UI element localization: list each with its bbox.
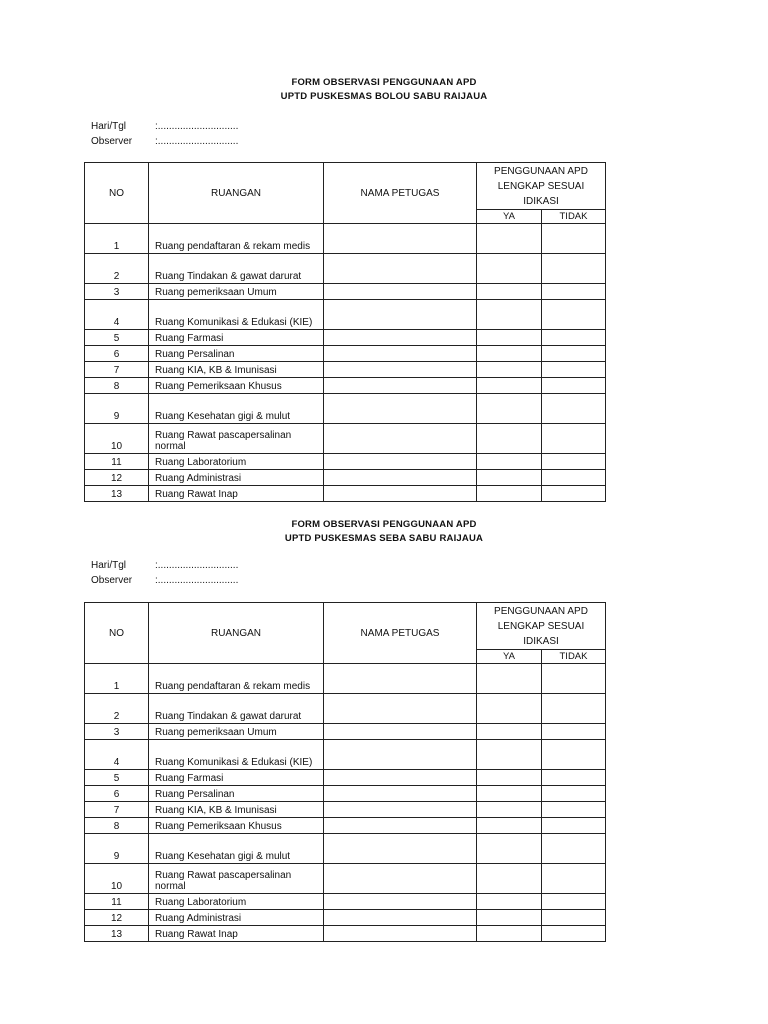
row-number: 13 [85,486,149,502]
room-name: Ruang Pemeriksaan Khusus [149,818,324,834]
observation-table [84,162,606,502]
observation-table-body [85,163,606,502]
nama-petugas-cell[interactable] [324,284,477,300]
tidak-cell[interactable] [542,834,606,864]
table-row [85,818,606,834]
nama-petugas-cell[interactable] [324,330,477,346]
form-meta [91,558,238,588]
table-row [85,346,606,362]
table-row [85,910,606,926]
tidak-cell[interactable] [542,864,606,894]
form-meta [91,119,238,149]
table-row [85,300,606,330]
tidak-cell[interactable] [542,284,606,300]
row-number: 6 [85,346,149,362]
table-row [85,470,606,486]
row-number: 9 [85,394,149,424]
row-number: 13 [85,926,149,942]
hari-tgl-label: Hari/Tgl [91,560,127,571]
room-name: Ruang Tindakan & gawat darurat [149,694,324,724]
ya-cell[interactable] [477,770,542,786]
table-row [85,786,606,802]
row-number: 8 [85,378,149,394]
col-header-nama-petugas: NAMA PETUGAS [324,603,477,664]
tidak-cell[interactable] [542,770,606,786]
nama-petugas-cell[interactable] [324,346,477,362]
hari-tgl-field[interactable]: :............................. [155,121,239,132]
nama-petugas-cell[interactable] [324,786,477,802]
room-name: Ruang Farmasi [149,330,324,346]
tidak-cell[interactable] [542,910,606,926]
table-row [85,254,606,284]
nama-petugas-cell[interactable] [324,254,477,284]
hari-tgl-row [91,558,238,573]
col-header-nama-petugas: NAMA PETUGAS [324,163,477,224]
room-name: Ruang KIA, KB & Imunisasi [149,802,324,818]
form-title-line2: UPTD PUSKESMAS BOLOU SABU RAIJAUA [280,91,488,102]
table-row [85,424,606,454]
tidak-cell[interactable] [542,378,606,394]
nama-petugas-cell[interactable] [324,770,477,786]
ya-cell[interactable] [477,786,542,802]
room-name: Ruang Farmasi [149,770,324,786]
nama-petugas-cell[interactable] [324,300,477,330]
ya-cell[interactable] [477,694,542,724]
nama-petugas-cell[interactable] [324,424,477,454]
col-header-ruangan: RUANGAN [149,163,324,224]
room-name: Ruang Kesehatan gigi & mulut [149,394,324,424]
tidak-cell[interactable] [542,740,606,770]
ya-cell[interactable] [477,378,542,394]
table-row [85,864,606,894]
room-name: Ruang Komunikasi & Edukasi (KIE) [149,740,324,770]
ya-cell[interactable] [477,254,542,284]
ya-cell[interactable] [477,454,542,470]
room-name: Ruang Rawat Inap [149,486,324,502]
tidak-cell[interactable] [542,724,606,740]
row-number: 1 [85,224,149,254]
row-number: 4 [85,740,149,770]
form-title [0,519,768,544]
ya-cell[interactable] [477,224,542,254]
nama-petugas-cell[interactable] [324,834,477,864]
row-number: 3 [85,724,149,740]
table-row [85,740,606,770]
table-row [85,378,606,394]
nama-petugas-cell[interactable] [324,926,477,942]
row-number: 12 [85,470,149,486]
observation-table-body [85,603,606,942]
nama-petugas-cell[interactable] [324,486,477,502]
room-name: Ruang Administrasi [149,470,324,486]
col-header-no: NO [85,603,149,664]
row-number: 9 [85,834,149,864]
table-header-row [85,603,606,650]
ya-cell[interactable] [477,330,542,346]
room-name: Ruang Administrasi [149,910,324,926]
nama-petugas-cell[interactable] [324,864,477,894]
room-name: Ruang pendaftaran & rekam medis [149,664,324,694]
room-name: Ruang Rawat pascapersalinan normal [149,864,324,894]
tidak-cell[interactable] [542,254,606,284]
room-name: Ruang KIA, KB & Imunisasi [149,362,324,378]
room-name: Ruang Rawat pascapersalinan normal [149,424,324,454]
observer-label: Observer [91,575,133,586]
nama-petugas-cell[interactable] [324,740,477,770]
col-header-tidak: TIDAK [542,650,606,664]
ya-cell[interactable] [477,894,542,910]
nama-petugas-cell[interactable] [324,818,477,834]
tidak-cell[interactable] [542,470,606,486]
ya-cell[interactable] [477,664,542,694]
room-name: Ruang pemeriksaan Umum [149,724,324,740]
table-row [85,330,606,346]
table-row [85,664,606,694]
nama-petugas-cell[interactable] [324,664,477,694]
row-number: 5 [85,330,149,346]
row-number: 11 [85,454,149,470]
hari-tgl-field[interactable]: :............................. [155,560,239,571]
tidak-cell[interactable] [542,802,606,818]
tidak-cell[interactable] [542,486,606,502]
row-number: 10 [85,424,149,454]
table-row [85,454,606,470]
room-name: Ruang pemeriksaan Umum [149,284,324,300]
form-title-line2: UPTD PUSKESMAS SEBA SABU RAIJAUA [284,533,484,544]
tidak-cell[interactable] [542,362,606,378]
observer-field[interactable]: :............................. [155,575,239,586]
table-row [85,926,606,942]
tidak-cell[interactable] [542,394,606,424]
table-row [85,724,606,740]
tidak-cell[interactable] [542,224,606,254]
room-name: Ruang Persalinan [149,786,324,802]
col-header-ruangan: RUANGAN [149,603,324,664]
row-number: 5 [85,770,149,786]
ya-cell[interactable] [477,394,542,424]
table-row [85,486,606,502]
ya-cell[interactable] [477,834,542,864]
nama-petugas-cell[interactable] [324,394,477,424]
col-header-apd [477,603,606,650]
col-header-apd [477,163,606,210]
tidak-cell[interactable] [542,330,606,346]
nama-petugas-cell[interactable] [324,694,477,724]
row-number: 6 [85,786,149,802]
tidak-cell[interactable] [542,300,606,330]
nama-petugas-cell[interactable] [324,910,477,926]
ya-cell[interactable] [477,300,542,330]
row-number: 4 [85,300,149,330]
observer-row [91,134,238,149]
table-row [85,284,606,300]
ya-cell[interactable] [477,740,542,770]
nama-petugas-cell[interactable] [324,454,477,470]
table-header-row [85,163,606,210]
ya-cell[interactable] [477,818,542,834]
nama-petugas-cell[interactable] [324,802,477,818]
hari-tgl-label: Hari/Tgl [91,121,127,132]
nama-petugas-cell[interactable] [324,724,477,740]
observation-table [84,602,606,942]
row-number: 12 [85,910,149,926]
col-header-ya: YA [477,650,542,664]
room-name: Ruang Laboratorium [149,894,324,910]
hari-tgl-row [91,119,238,134]
room-name: Ruang Komunikasi & Edukasi (KIE) [149,300,324,330]
tidak-cell[interactable] [542,424,606,454]
col-header-tidak: TIDAK [542,210,606,224]
ya-cell[interactable] [477,470,542,486]
row-number: 7 [85,802,149,818]
tidak-cell[interactable] [542,454,606,470]
ya-cell[interactable] [477,284,542,300]
tidak-cell[interactable] [542,346,606,362]
ya-cell[interactable] [477,362,542,378]
row-number: 7 [85,362,149,378]
form-title-line1: FORM OBSERVASI PENGGUNAAN APD [291,519,477,530]
observer-label: Observer [91,136,133,147]
nama-petugas-cell[interactable] [324,894,477,910]
row-number: 2 [85,694,149,724]
col-header-apd-text: PENGGUNAAN APD LENGKAP SESUAI IDIKASI [494,165,588,207]
ya-cell[interactable] [477,724,542,740]
ya-cell[interactable] [477,346,542,362]
room-name: Ruang Rawat Inap [149,926,324,942]
ya-cell[interactable] [477,424,542,454]
row-number: 1 [85,664,149,694]
ya-cell[interactable] [477,926,542,942]
row-number: 11 [85,894,149,910]
table-row [85,224,606,254]
row-number: 3 [85,284,149,300]
col-header-apd-text: PENGGUNAAN APD LENGKAP SESUAI IDIKASI [494,605,588,647]
ya-cell[interactable] [477,864,542,894]
observer-field[interactable]: :............................. [155,136,239,147]
form-title [0,77,768,102]
room-name: Ruang Tindakan & gawat darurat [149,254,324,284]
observer-row [91,573,238,588]
tidak-cell[interactable] [542,694,606,724]
nama-petugas-cell[interactable] [324,362,477,378]
tidak-cell[interactable] [542,818,606,834]
nama-petugas-cell[interactable] [324,378,477,394]
room-name: Ruang Pemeriksaan Khusus [149,378,324,394]
table-row [85,362,606,378]
table-row [85,694,606,724]
row-number: 2 [85,254,149,284]
table-row [85,394,606,424]
table-row [85,894,606,910]
tidak-cell[interactable] [542,894,606,910]
tidak-cell[interactable] [542,786,606,802]
nama-petugas-cell[interactable] [324,224,477,254]
table-row [85,802,606,818]
tidak-cell[interactable] [542,664,606,694]
ya-cell[interactable] [477,486,542,502]
ya-cell[interactable] [477,910,542,926]
table-row [85,834,606,864]
room-name: Ruang pendaftaran & rekam medis [149,224,324,254]
room-name: Ruang Laboratorium [149,454,324,470]
nama-petugas-cell[interactable] [324,470,477,486]
tidak-cell[interactable] [542,926,606,942]
ya-cell[interactable] [477,802,542,818]
room-name: Ruang Kesehatan gigi & mulut [149,834,324,864]
col-header-no: NO [85,163,149,224]
table-row [85,770,606,786]
row-number: 10 [85,864,149,894]
row-number: 8 [85,818,149,834]
col-header-ya: YA [477,210,542,224]
form-title-line1: FORM OBSERVASI PENGGUNAAN APD [291,77,477,88]
room-name: Ruang Persalinan [149,346,324,362]
